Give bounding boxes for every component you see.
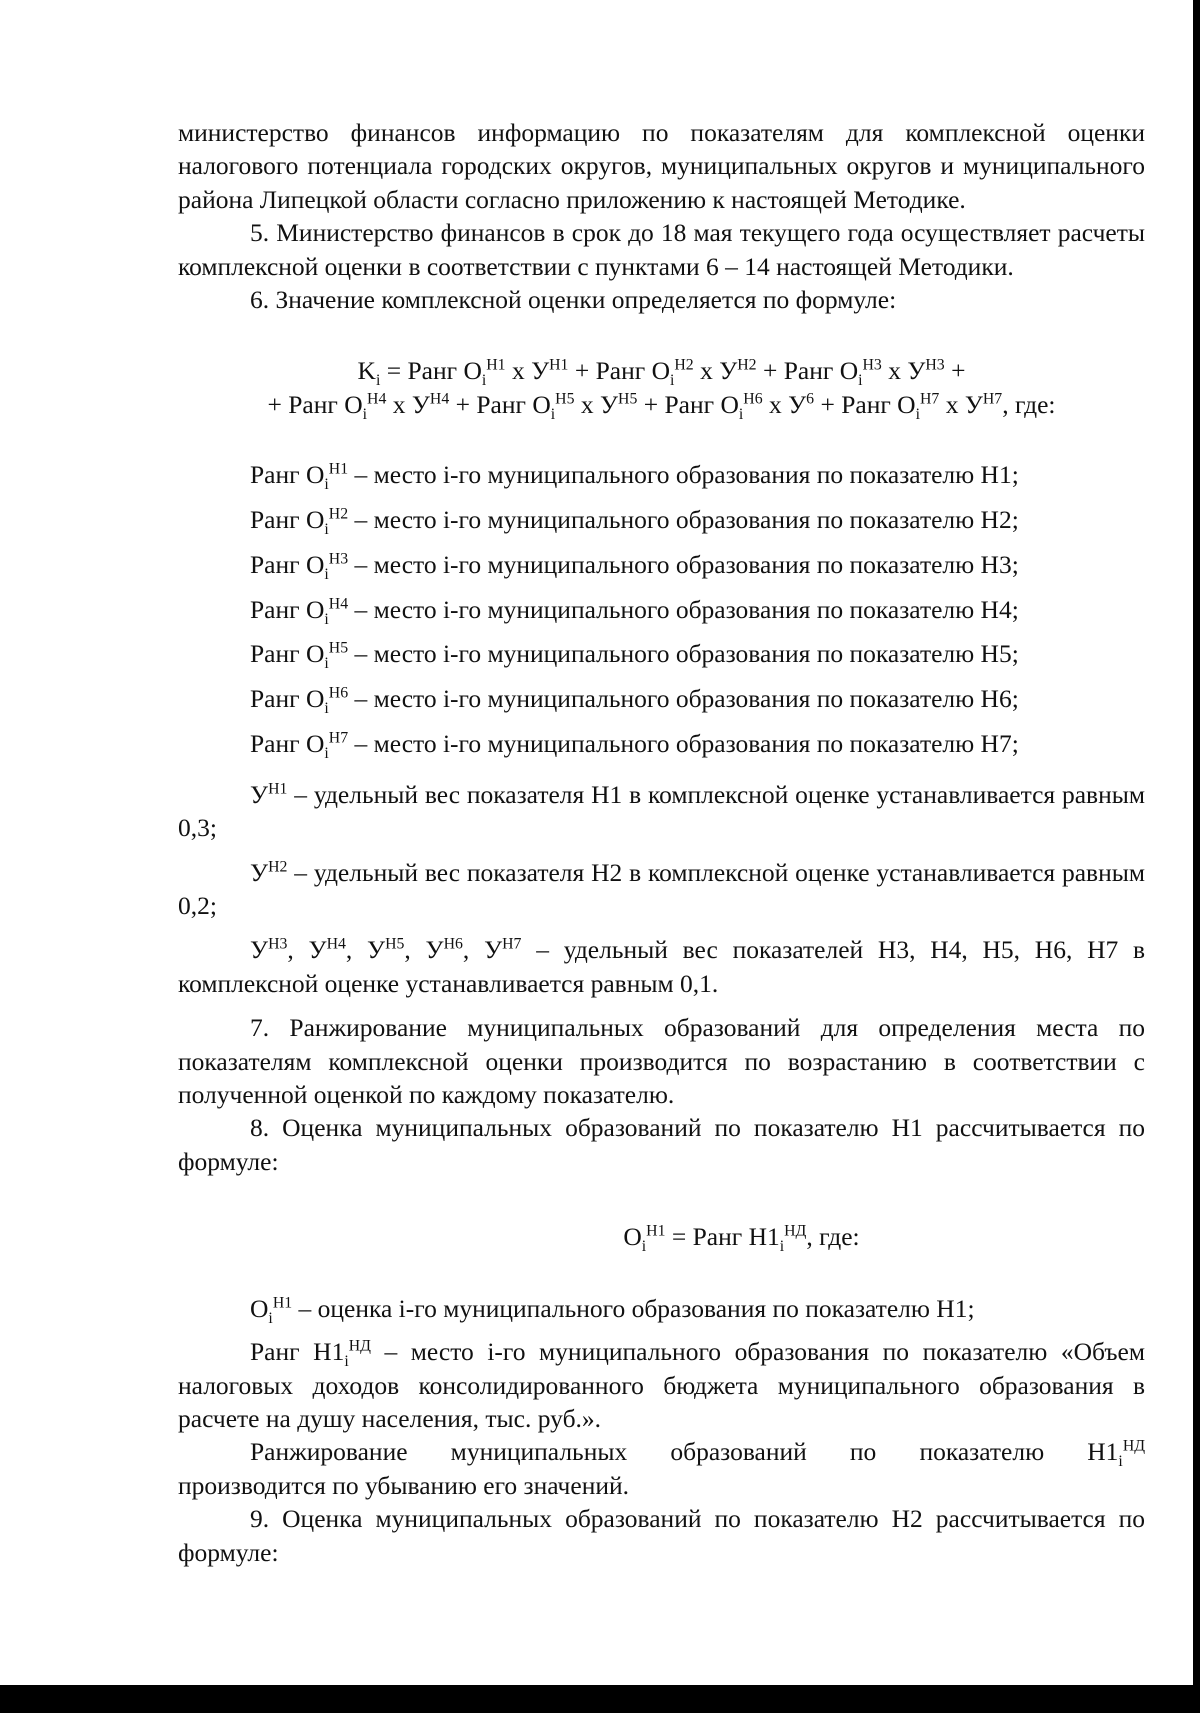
- rank-h1nd-definition: Ранг $Н1_i^{НД}$ – место i-го муниципального образования по показателю «Объем налоговых доходов консолидированного бюджета муниципального образования в расчете на душу населения, тыс. руб.».: [178, 1337, 1145, 1433]
- document-page: [178, 116, 1145, 1569]
- weight-h2: $У^{Н2}$ – удельный вес показателя Н2 в комплексной оценке устанавливается равным 0,2;: [178, 857, 1145, 921]
- item-7: 7. Ранжирование муниципальных образований для определения места по показателям комплексной оценки производится по возрастанию в соответствии с полученной оценкой по каждому показателю.: [178, 1013, 1145, 1110]
- formula-main-line-1: $K_i$ = Ранг $O_i^{Н1}$ х $У^{Н1}$ + Ранг $O_i^{Н2}$ х $У^{Н2}$ + Ранг $O_i^{Н3}$ х $У^{Н3}$ +: [357, 356, 966, 390]
- item-5: 5. Министерство финансов в срок до 18 мая текущего года осуществляет расчеты комплексной оценки в соответствии с пунктами 6 – 14 настоящей Методики.: [178, 218, 1145, 281]
- rank-def-h1: Ранг $O_i^{Н1}$ – место i-го муниципального образования по показателю Н1;: [250, 460, 1019, 494]
- scan-border-right: [1193, 0, 1200, 1713]
- item-8: 8. Оценка муниципальных образований по показателю Н1 рассчитывается по формуле:: [178, 1113, 1145, 1176]
- rank-def-h5: Ранг $O_i^{Н5}$ – место i-го муниципального образования по показателю Н5;: [250, 639, 1019, 673]
- formula-main-line-2: + Ранг $O_i^{Н4}$ х $У^{Н4}$ + Ранг $O_i^{Н5}$ х $У^{Н5}$ + Ранг $O_i^{Н6}$ х $У^6$ + Ранг $O_i^{Н7}$ х $У^{Н7}$, где:: [267, 389, 1056, 423]
- weight-h1: $У^{Н1}$ – удельный вес показателя Н1 в комплексной оценке устанавливается равным 0,3;: [178, 779, 1145, 843]
- ranking-h1nd: Ранжирование муниципальных образований по показателю $Н1_i^{НД}$ производится по убыванию его значений.: [178, 1437, 1145, 1500]
- rank-def-h2: Ранг $O_i^{Н2}$ – место i-го муниципального образования по показателю Н2;: [250, 505, 1019, 539]
- weight-rest: $У^{Н3}$, $У^{Н4}$, $У^{Н5}$, $У^{Н6}$, $У^{Н7}$ – удельный вес показателей Н3, Н4, Н5, Н6, Н7 в комплексной оценке устанавливается равным 0,1.: [178, 935, 1146, 998]
- item-9: 9. Оценка муниципальных образований по показателю Н2 рассчитывается по формуле:: [178, 1504, 1145, 1567]
- scan-border-bottom: [0, 1685, 1200, 1713]
- intro-paragraph: министерство финансов информацию по показателям для комплексной оценки налогового потенциала городских округов, муниципальных округов и муниципального района Липецкой области согласно приложению к настоящей Методике.: [178, 118, 1145, 214]
- formula-o1: $O_i^{Н1}$ = Ранг $Н1_i^{НД}$, где:: [623, 1222, 860, 1256]
- rank-def-h3: Ранг $O_i^{Н3}$ – место i-го муниципального образования по показателю Н3;: [250, 549, 1019, 583]
- o1-definition: $O_i^{Н1}$ – оценка i-го муниципального образования по показателю Н1;: [250, 1293, 975, 1327]
- spacer: [178, 421, 1145, 453]
- rank-def-h4: Ранг $O_i^{Н4}$ – место i-го муниципального образования по показателю Н4;: [250, 594, 1019, 628]
- item-6: 6. Значение комплексной оценки определяется по формуле:: [250, 285, 897, 315]
- rank-def-h6: Ранг $O_i^{Н6}$ – место i-го муниципального образования по показателю Н6;: [250, 684, 1019, 718]
- rank-def-h7: Ранг $O_i^{Н7}$ – место i-го муниципального образования по показателю Н7;: [250, 729, 1019, 763]
